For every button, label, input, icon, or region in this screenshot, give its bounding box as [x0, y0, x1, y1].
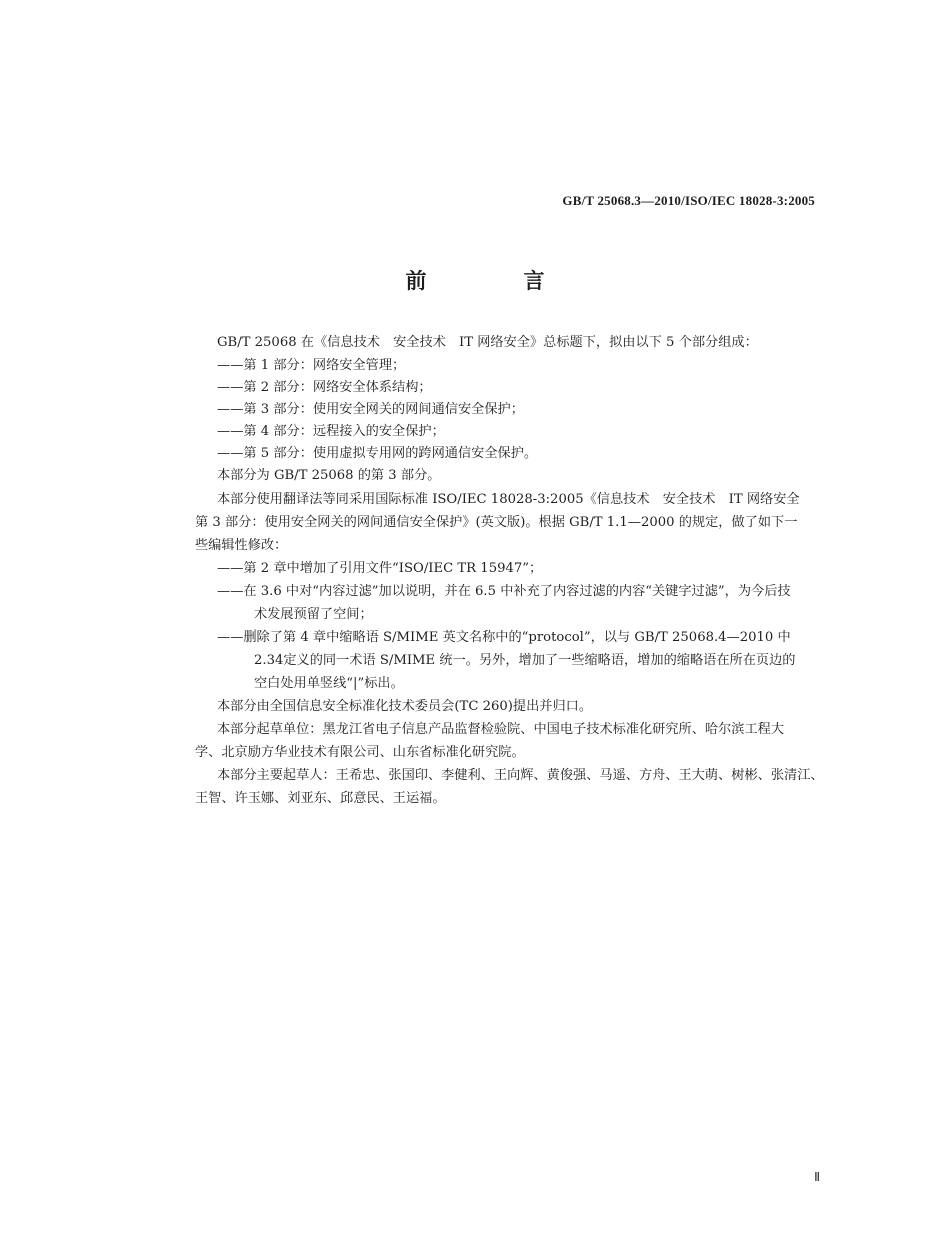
list-item-continuation: 空白处用单竖线“|”标出。 — [254, 676, 404, 691]
paragraph-line: 第 3 部分：使用安全网关的网间通信安全保护》(英文版)。根据 GB/T 1.1—2000 的规定，做了如下一 — [195, 515, 798, 530]
paragraph-line: 本部分使用翻译法等同采用国际标准 ISO/IEC 18028-3:2005《信息技术 安全技术 IT 网络安全 — [217, 492, 800, 507]
list-item: ——第 2 部分：网络安全体系结构； — [217, 380, 432, 395]
paragraph-line: GB/T 25068 在《信息技术 安全技术 IT 网络安全》总标题下，拟由以下 5 个部分组成： — [217, 335, 758, 350]
paragraph-line: 本部分主要起草人：王希忠、张国印、李健利、王向辉、黄俊强、马遥、方舟、王大萌、树彬、张清江、 — [217, 768, 824, 783]
list-item: ——删除了第 4 章中缩略语 S/MIME 英文名称中的“protocol”，以与 GB/T 25068.4—2010 中 — [217, 630, 791, 645]
paragraph-line: 些编辑性修改： — [195, 538, 288, 553]
paragraph-line: 本部分起草单位：黑龙江省电子信息产品监督检验院、中国电子技术标准化研究所、哈尔滨工程大 — [217, 722, 785, 737]
list-item: ——第 1 部分：网络安全管理； — [217, 358, 406, 373]
paragraph-line: 学、北京励方华业技术有限公司、山东省标准化研究院。 — [195, 745, 525, 760]
standard-code: GB/T 25068.3—2010/ISO/IEC 18028-3:2005 — [562, 193, 815, 208]
paragraph-line: 本部分由全国信息安全标准化技术委员会(TC 260)提出并归口。 — [217, 699, 593, 714]
list-item: ——第 2 章中增加了引用文件“ISO/IEC TR 15947”； — [217, 561, 543, 576]
list-item: ——第 4 部分：远程接入的安全保护； — [217, 424, 445, 439]
page-title: 前 言 — [405, 268, 583, 293]
list-item: ——第 5 部分：使用虚拟专用网的跨网通信安全保护。 — [217, 446, 538, 461]
list-item: ——在 3.6 中对“内容过滤”加以说明，并在 6.5 中补充了内容过滤的内容“关键字过滤”，为今后技 — [217, 584, 791, 599]
paragraph-line: 王智、许玉娜、刘亚东、邱意民、王运福。 — [195, 791, 446, 806]
list-item: ——第 3 部分：使用安全网关的网间通信安全保护； — [217, 402, 524, 417]
list-item-continuation: 2.34定义的同一术语 S/MIME 统一。另外，增加了一些缩略语，增加的缩略语在所在页边的 — [254, 653, 796, 668]
list-item-continuation: 术发展预留了空间； — [254, 607, 373, 622]
paragraph-line: 本部分为 GB/T 25068 的第 3 部分。 — [217, 468, 441, 483]
page-number: Ⅱ — [814, 1170, 820, 1184]
